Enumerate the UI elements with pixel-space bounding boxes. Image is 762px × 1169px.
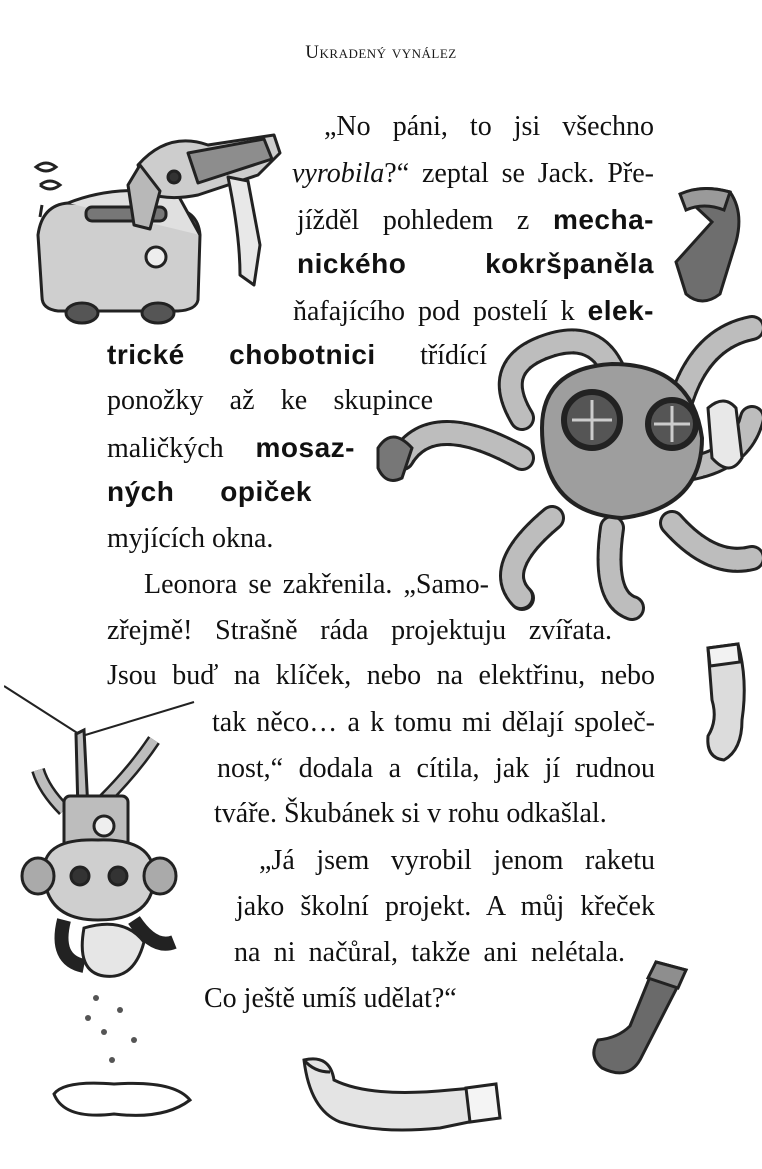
text-segment: Jsou buď na klíček, nebo na elektřinu, nebo bbox=[107, 660, 655, 691]
text-line bbox=[217, 752, 655, 786]
bold-word: opiček bbox=[220, 476, 312, 507]
text-line bbox=[292, 157, 654, 191]
bold-word: nického bbox=[297, 248, 407, 279]
text-line bbox=[107, 522, 273, 556]
text-segment: jížděl pohledem z bbox=[297, 205, 530, 236]
text-segment: ?“ zeptal se Jack. Pře- bbox=[384, 158, 654, 189]
bold-word: kokršpaněla bbox=[485, 248, 654, 279]
text-segment: maličkých bbox=[107, 433, 224, 464]
text-line bbox=[234, 936, 625, 970]
bold-word: chobotnici bbox=[229, 339, 376, 370]
sock-illustration bbox=[698, 640, 758, 765]
text-line bbox=[297, 247, 654, 282]
text-segment: jako školní projekt. A můj křeček bbox=[236, 891, 655, 922]
text-segment: „No páni, to jsi všechno bbox=[324, 111, 654, 142]
text-line bbox=[214, 797, 607, 831]
bold-word: mecha- bbox=[552, 204, 654, 235]
bold-word: ných bbox=[107, 476, 175, 507]
toaster-dog-illustration bbox=[28, 125, 286, 325]
text-segment: Leonora se zakřenila. „Samo- bbox=[144, 569, 489, 600]
text-segment: myjících okna. bbox=[107, 523, 274, 554]
octopus-illustration bbox=[372, 308, 762, 628]
text-line bbox=[324, 110, 654, 144]
text-segment: tak něco… a k tomu mi dělají společ- bbox=[212, 707, 655, 738]
bold-word: mosaz- bbox=[255, 432, 355, 463]
sock-illustration bbox=[586, 956, 692, 1086]
running-title: Ukradený vynález bbox=[305, 42, 457, 63]
italic-word: vyrobila bbox=[292, 158, 385, 189]
text-segment: Co ještě umíš udělat?“ bbox=[204, 983, 457, 1014]
text-line bbox=[107, 475, 312, 510]
text-line bbox=[107, 431, 355, 466]
text-segment: tváře. Škubánek si v rohu odkašlal. bbox=[214, 798, 607, 829]
text-segment: ňafajícího pod postelí k bbox=[293, 296, 575, 327]
sock-illustration bbox=[672, 182, 750, 312]
text-line bbox=[236, 890, 655, 924]
text-line bbox=[297, 203, 654, 238]
text-line bbox=[204, 982, 457, 1016]
text-segment: na ni načůral, takže ani nelétala. bbox=[234, 937, 625, 968]
monkey-illustration bbox=[4, 680, 210, 1125]
running-header bbox=[0, 42, 762, 64]
text-segment: ponožky až ke skupince bbox=[107, 385, 433, 416]
bold-word: elek- bbox=[587, 295, 654, 326]
text-segment: třídící bbox=[420, 340, 488, 371]
bold-word: trické bbox=[107, 339, 185, 370]
text-segment: „Já jsem vyrobil jenom raketu bbox=[259, 845, 655, 876]
text-segment: zřejmě! Strašně ráda projektuju zvířata. bbox=[107, 615, 612, 646]
sock-illustration bbox=[290, 1050, 506, 1146]
text-line bbox=[259, 844, 655, 878]
text-line bbox=[212, 706, 655, 740]
text-segment: nost,“ dodala a cítila, jak jí rudnou bbox=[217, 753, 655, 784]
